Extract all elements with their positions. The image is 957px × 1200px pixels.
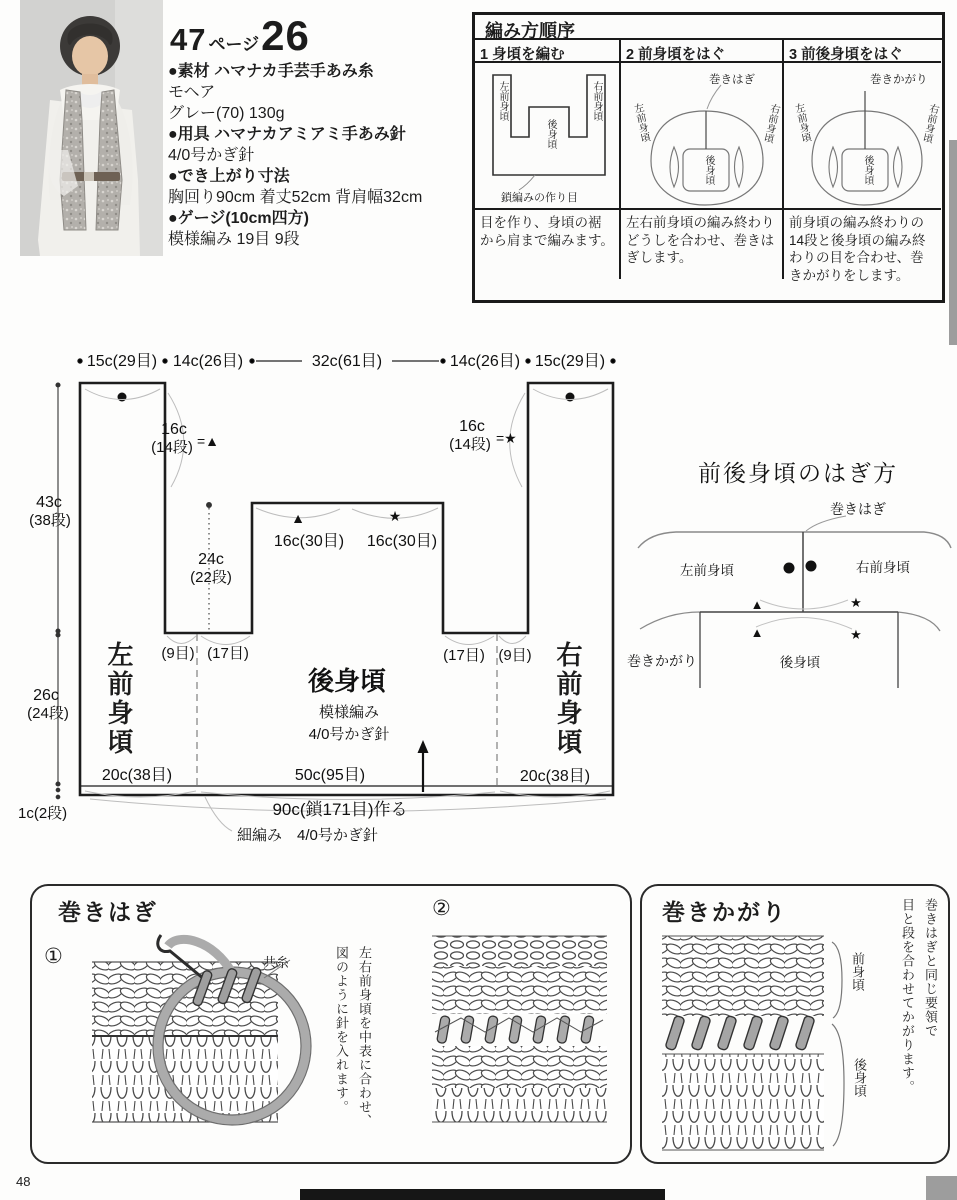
step2-center-label: 後身頃	[703, 155, 714, 185]
joining-makikagari-label: 巻きかがり	[627, 653, 697, 669]
step-heading: 2 前身頃をはぐ	[621, 40, 782, 63]
armhole-label: (9目)	[498, 647, 532, 664]
back-piece-label: 後身頃	[852, 1058, 867, 1097]
hem-note-label: 細編み 4/0号かぎ針	[237, 827, 378, 844]
top-width-label: 14c(26目)	[172, 353, 244, 370]
step2-left-label: 左前身頃	[630, 102, 651, 144]
top-width-label: 15c(29目)	[534, 353, 606, 370]
step3-top-label: 巻きかがり	[870, 74, 928, 86]
makikagari-illustration	[654, 928, 854, 1158]
step1-center-label: 後身頃	[545, 119, 556, 149]
page-title	[170, 12, 310, 60]
height-upper-rows: (38段)	[29, 512, 71, 529]
height-lower-size: 26c	[33, 687, 59, 704]
top-width-label: 14c(26目)	[449, 353, 521, 370]
back-depth-size: 24c	[198, 551, 224, 568]
step2-top-label: 巻きはぎ	[709, 74, 755, 86]
makikagari-panel-title: 巻きかがり	[662, 899, 787, 925]
makihagi-panel	[30, 884, 632, 1164]
cast-on-label: 90c(鎖171目)作る	[272, 800, 408, 819]
makihagi-illustration-1	[82, 930, 337, 1150]
back-neck-left-size: 16c(30目)	[273, 533, 345, 550]
joining-left-front-label: 左前身頃	[680, 563, 734, 578]
step1-diagram	[475, 63, 619, 210]
direction-arrow	[418, 740, 429, 792]
back-stitch-note: 模様編み	[318, 704, 380, 721]
material-line: 4/0号かぎ針	[168, 147, 255, 164]
piece-back-label: 後身頃	[307, 666, 387, 696]
step2-right-label: 右前身頃	[760, 102, 781, 144]
makihagi-instruction	[328, 946, 374, 1142]
shoulder-right-rows: (14段)	[449, 436, 491, 453]
makihagi-panel-title: 巻きはぎ	[58, 899, 158, 925]
joining-star-mark: ★	[850, 627, 862, 642]
back-neck-right-size: 16c(30目)	[366, 533, 438, 550]
makihagi-illustration-2	[417, 928, 622, 1143]
hem-height-label: 1c(2段)	[18, 805, 68, 822]
front-piece-label: 前身頃	[850, 952, 865, 991]
order-step-3	[784, 40, 941, 283]
material-line: モヘア	[168, 84, 216, 101]
pattern-schematic	[0, 330, 957, 865]
step-2-number: ②	[432, 897, 451, 920]
top-width-label: 32c(61目)	[311, 353, 383, 370]
shoulder-right-mark: =★	[496, 430, 517, 446]
joining-back-label: 後身頃	[779, 655, 821, 670]
material-line: 胸回り90cm 着丈52cm 背肩幅32cm	[168, 189, 423, 206]
step3-center-label: 後身頃	[862, 155, 873, 185]
shoulder-left-size: 16c	[161, 421, 187, 438]
armhole-label: (9目)	[161, 645, 195, 662]
step-heading: 3 前後身頃をはぐ	[784, 40, 941, 63]
bottom-width-label: 20c(38目)	[519, 768, 591, 785]
armhole-label: (17目)	[443, 647, 485, 664]
material-line: グレー(70) 130g	[168, 105, 285, 122]
joining-right-front-label: 右前身頃	[856, 560, 910, 575]
makikagari-panel	[640, 884, 950, 1164]
design-number: 26	[261, 12, 310, 59]
scan-corner-artifact	[926, 1176, 957, 1200]
back-depth-rows: (22段)	[190, 569, 232, 586]
height-lower-rows: (24段)	[27, 705, 69, 722]
material-line: ●ゲージ(10cm四方)	[168, 210, 309, 227]
piece-right-front-label: 右前身頃	[553, 641, 583, 757]
material-line: ●用具 ハマナカアミアミ手あみ針	[168, 126, 406, 143]
step-description: 目を作り、身頃の裾から肩まで編みます。	[480, 215, 614, 248]
scan-edge-artifact	[949, 140, 957, 345]
step2-diagram	[621, 63, 782, 210]
step1-caption: 鎖編みの作り目	[501, 192, 578, 204]
step-heading: 1 身頃を編む	[475, 40, 619, 63]
material-line: ●でき上がり寸法	[168, 168, 290, 185]
joining-triangle-mark: ▲	[750, 597, 764, 612]
height-upper-size: 43c	[36, 494, 62, 511]
back-hook-note: 4/0号かぎ針	[308, 726, 390, 743]
step3-diagram	[784, 63, 941, 210]
shoulder-mark-left	[118, 393, 127, 402]
shoulder-right-size: 16c	[459, 418, 485, 435]
back-neck-left-mark: ▲	[291, 510, 305, 526]
step-description: 前身頃の編み終わりの14段と後身頃の編み終わりの目を合わせ、巻きかがりをします。	[789, 215, 926, 283]
instruction-column: 図のように針を入れます。	[334, 946, 349, 1114]
armhole-label: (17目)	[207, 645, 249, 662]
knitting-order-table	[472, 12, 945, 303]
back-neck-right-mark: ★	[388, 508, 402, 524]
ref-page-number: 47	[170, 22, 207, 57]
shoulder-left-rows: (14段)	[151, 439, 193, 456]
step-1-number: ①	[44, 945, 63, 968]
top-width-label: 15c(29目)	[86, 353, 158, 370]
scan-bottom-bar	[300, 1189, 665, 1200]
piece-left-front-label: 左前身頃	[104, 641, 134, 757]
material-line: 模様編み 19目 9段	[168, 231, 300, 248]
bottom-width-label: 50c(95目)	[294, 767, 366, 784]
shoulder-left-mark: =▲	[197, 433, 220, 449]
shoulder-mark-right	[566, 393, 575, 402]
instruction-column: 巻きはぎと同じ要領で	[923, 898, 938, 1038]
step-description: 左右前身頃の編み終わりどうしを合わせ、巻きはぎします。	[626, 215, 775, 265]
materials-block	[168, 61, 422, 250]
joining-triangle-mark: ▲	[750, 625, 764, 640]
makikagari-instruction	[894, 898, 940, 1142]
step3-left-label: 左前身頃	[791, 102, 812, 144]
step1-right-label: 右前身頃	[591, 81, 602, 121]
joining-makihagi-label: 巻きはぎ	[830, 501, 886, 517]
yarn-label: 共糸	[263, 955, 290, 970]
material-line: ●素材 ハマナカ手芸手あみ糸	[168, 63, 374, 80]
instruction-column: 左右前身頃を中表に合わせ、	[357, 946, 372, 1128]
instruction-column: 目と段を合わせてかがります。	[900, 898, 915, 1094]
order-step-2	[621, 40, 784, 279]
model-photo	[20, 0, 163, 256]
order-step-1	[475, 40, 621, 279]
bottom-width-label: 20c(38目)	[101, 767, 173, 784]
order-table-title: 編み方順序	[475, 15, 942, 40]
joining-title: 前後身頃のはぎ方	[698, 460, 898, 486]
step3-right-label: 右前身頃	[919, 102, 940, 144]
page-number: 48	[16, 1174, 31, 1189]
joining-star-mark: ★	[850, 595, 862, 610]
ref-page-word: ページ	[208, 35, 260, 54]
step1-left-label: 左前身頃	[497, 81, 508, 121]
